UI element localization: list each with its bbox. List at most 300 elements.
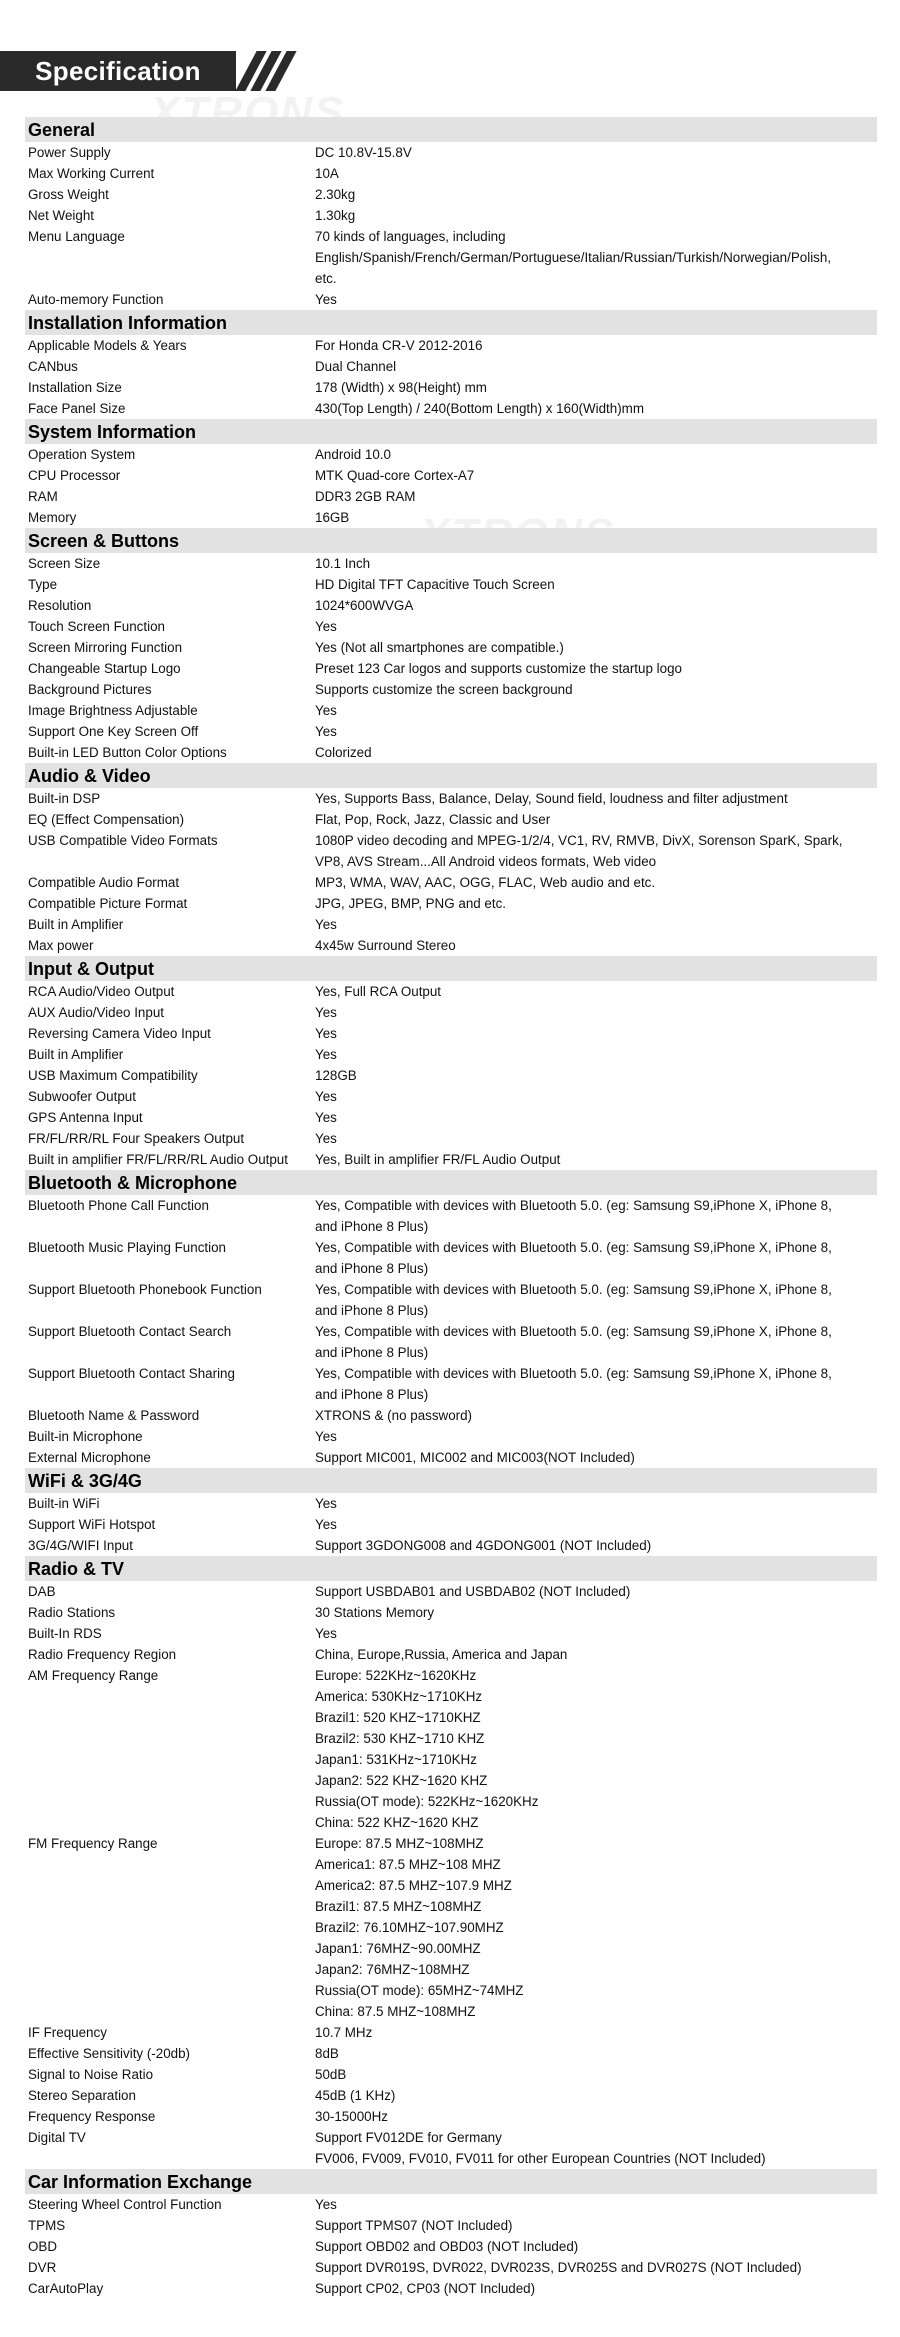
spec-value-line: 10.7 MHz <box>315 2025 373 2040</box>
spec-label: CPU Processor <box>28 468 121 483</box>
spec-value <box>315 1623 877 1644</box>
spec-value-line: Yes <box>315 1026 337 1041</box>
spec-value <box>315 1237 877 1279</box>
spec-label: Reversing Camera Video Input <box>28 1026 211 1041</box>
spec-row <box>25 507 877 528</box>
spec-value <box>315 1002 877 1023</box>
spec-value-line: Android 10.0 <box>315 447 391 462</box>
specification-banner <box>0 51 300 91</box>
spec-label: Power Supply <box>28 145 111 160</box>
spec-value-line: and iPhone 8 Plus) <box>315 1219 429 1234</box>
spec-label: Face Panel Size <box>28 401 126 416</box>
spec-value <box>315 1044 877 1065</box>
spec-value <box>315 658 877 679</box>
spec-label: Signal to Noise Ratio <box>28 2067 154 2082</box>
spec-value-line: Yes <box>315 1517 337 1532</box>
spec-row <box>25 809 877 830</box>
spec-value-line: Yes <box>315 1047 337 1062</box>
spec-row <box>25 872 877 893</box>
spec-row <box>25 2085 877 2106</box>
spec-label: Touch Screen Function <box>28 619 165 634</box>
spec-value <box>315 1514 877 1535</box>
spec-row <box>25 2194 877 2215</box>
spec-row <box>25 142 877 163</box>
spec-value <box>315 574 877 595</box>
spec-label: Effective Sensitivity (-20db) <box>28 2046 190 2061</box>
spec-label: Max Working Current <box>28 166 155 181</box>
spec-row <box>25 914 877 935</box>
spec-value-line: Europe: 522KHz~1620KHz <box>315 1668 477 1683</box>
spec-label: OBD <box>28 2239 58 2254</box>
spec-value-line: HD Digital TFT Capacitive Touch Screen <box>315 577 555 592</box>
spec-value-line: Yes, Supports Bass, Balance, Delay, Sound field, loudness and filter adjustment <box>315 791 788 806</box>
spec-value <box>315 742 877 763</box>
spec-row <box>25 616 877 637</box>
spec-value-line: Japan2: 522 KHZ~1620 KHZ <box>315 1773 488 1788</box>
spec-row <box>25 1149 877 1170</box>
spec-value <box>315 1107 877 1128</box>
spec-label: DAB <box>28 1584 56 1599</box>
spec-value <box>315 142 877 163</box>
spec-value <box>315 1833 877 2022</box>
spec-row <box>25 1623 877 1644</box>
spec-row <box>25 398 877 419</box>
spec-row <box>25 1128 877 1149</box>
spec-row <box>25 1644 877 1665</box>
spec-row <box>25 553 877 574</box>
spec-value <box>315 2215 877 2236</box>
spec-label: RAM <box>28 489 58 504</box>
spec-row <box>25 2215 877 2236</box>
spec-value-line: 10A <box>315 166 339 181</box>
spec-row <box>25 163 877 184</box>
spec-label: Auto-memory Function <box>28 292 164 307</box>
spec-label: Gross Weight <box>28 187 109 202</box>
spec-label: Operation System <box>28 447 136 462</box>
spec-row <box>25 1426 877 1447</box>
spec-label: CarAutoPlay <box>28 2281 104 2296</box>
spec-value <box>315 1405 877 1426</box>
spec-value <box>315 1493 877 1514</box>
spec-value-line: 178 (Width) x 98(Height) mm <box>315 380 487 395</box>
spec-value <box>315 2257 877 2278</box>
spec-value-line: Support CP02, CP03 (NOT Included) <box>315 2281 536 2296</box>
spec-value-line: Yes (Not all smartphones are compatible.) <box>315 640 564 655</box>
spec-value <box>315 1665 877 1833</box>
spec-value-line: Brazil2: 530 KHZ~1710 KHZ <box>315 1731 485 1746</box>
spec-value-line: Yes, Compatible with devices with Bluetooth 5.0. (eg: Samsung S9,iPhone X, iPhone 8, <box>315 1366 832 1381</box>
spec-value-line: and iPhone 8 Plus) <box>315 1387 429 1402</box>
spec-row <box>25 1044 877 1065</box>
spec-row <box>25 2278 877 2299</box>
spec-row <box>25 595 877 616</box>
spec-label: AUX Audio/Video Input <box>28 1005 164 1020</box>
spec-label: Net Weight <box>28 208 94 223</box>
spec-label: Screen Mirroring Function <box>28 640 183 655</box>
spec-value <box>315 486 877 507</box>
spec-value <box>315 1149 877 1170</box>
spec-row <box>25 226 877 289</box>
spec-label: Built-in DSP <box>28 791 101 806</box>
spec-value <box>315 981 877 1002</box>
spec-row <box>25 486 877 507</box>
section-header: Bluetooth & Microphone <box>25 1170 877 1195</box>
spec-value <box>315 2106 877 2127</box>
spec-label: Support WiFi Hotspot <box>28 1517 156 1532</box>
spec-row <box>25 700 877 721</box>
spec-label: DVR <box>28 2260 57 2275</box>
spec-row <box>25 1665 877 1833</box>
spec-value-line: 16GB <box>315 510 350 525</box>
spec-value-line: Yes, Compatible with devices with Bluetooth 5.0. (eg: Samsung S9,iPhone X, iPhone 8, <box>315 1282 832 1297</box>
spec-row <box>25 205 877 226</box>
spec-label: Radio Stations <box>28 1605 116 1620</box>
spec-label: Steering Wheel Control Function <box>28 2197 222 2212</box>
spec-value-line: Flat, Pop, Rock, Jazz, Classic and User <box>315 812 551 827</box>
spec-row <box>25 377 877 398</box>
spec-label: Built in Amplifier <box>28 917 124 932</box>
spec-value-line: 2.30kg <box>315 187 356 202</box>
spec-row <box>25 2106 877 2127</box>
spec-row <box>25 1002 877 1023</box>
spec-label: Resolution <box>28 598 92 613</box>
spec-label: External Microphone <box>28 1450 151 1465</box>
spec-label: FR/FL/RR/RL Four Speakers Output <box>28 1131 245 1146</box>
spec-value <box>315 1426 877 1447</box>
spec-value-line: America1: 87.5 MHZ~108 MHZ <box>315 1857 501 1872</box>
spec-row <box>25 742 877 763</box>
spec-label: Bluetooth Music Playing Function <box>28 1240 226 1255</box>
section-header: Car Information Exchange <box>25 2169 877 2194</box>
section-header: WiFi & 3G/4G <box>25 1468 877 1493</box>
spec-row <box>25 1023 877 1044</box>
spec-label: Digital TV <box>28 2130 86 2145</box>
spec-value-line: etc. <box>315 271 337 286</box>
spec-label: Built-in Microphone <box>28 1429 143 1444</box>
spec-row <box>25 935 877 956</box>
spec-label: IF Frequency <box>28 2025 107 2040</box>
spec-value-line: 1080P video decoding and MPEG-1/2/4, VC1, RV, RMVB, DivX, Sorenson SparK, Spark, <box>315 833 843 848</box>
spec-value <box>315 377 877 398</box>
spec-value <box>315 721 877 742</box>
spec-value-line: America: 530KHz~1710KHz <box>315 1689 483 1704</box>
spec-value <box>315 507 877 528</box>
spec-value-line: XTRONS & (no password) <box>315 1408 473 1423</box>
spec-value <box>315 1065 877 1086</box>
spec-value <box>315 163 877 184</box>
spec-row <box>25 679 877 700</box>
spec-value <box>315 893 877 914</box>
spec-value <box>315 356 877 377</box>
spec-value <box>315 809 877 830</box>
spec-value-line: China: 522 KHZ~1620 KHZ <box>315 1815 479 1830</box>
spec-value <box>315 1195 877 1237</box>
spec-value-line: Support TPMS07 (NOT Included) <box>315 2218 513 2233</box>
spec-value-line: and iPhone 8 Plus) <box>315 1261 429 1276</box>
spec-value-line: Yes <box>315 292 337 307</box>
spec-value <box>315 1644 877 1665</box>
spec-row <box>25 893 877 914</box>
spec-value <box>315 1023 877 1044</box>
spec-label: Built in Amplifier <box>28 1047 124 1062</box>
section-header: Audio & Video <box>25 763 877 788</box>
spec-label: Support One Key Screen Off <box>28 724 199 739</box>
spec-value <box>315 444 877 465</box>
spec-value-line: Support DVR019S, DVR022, DVR023S, DVR025S and DVR027S (NOT Included) <box>315 2260 802 2275</box>
spec-value-line: Brazil1: 520 KHZ~1710KHZ <box>315 1710 481 1725</box>
spec-label: AM Frequency Range <box>28 1668 159 1683</box>
spec-label: Radio Frequency Region <box>28 1647 177 1662</box>
spec-row <box>25 1363 877 1405</box>
spec-value <box>315 914 877 935</box>
spec-value <box>315 637 877 658</box>
spec-value <box>315 1279 877 1321</box>
spec-value <box>315 830 877 872</box>
spec-label: GPS Antenna Input <box>28 1110 143 1125</box>
spec-label: Bluetooth Phone Call Function <box>28 1198 209 1213</box>
spec-label: Built-in WiFi <box>28 1496 100 1511</box>
spec-value <box>315 1086 877 1107</box>
spec-label: Max power <box>28 938 94 953</box>
spec-row <box>25 1514 877 1535</box>
spec-label: Stereo Separation <box>28 2088 136 2103</box>
spec-row <box>25 2043 877 2064</box>
spec-value <box>315 2085 877 2106</box>
spec-label: Menu Language <box>28 229 125 244</box>
spec-value <box>315 2043 877 2064</box>
spec-value <box>315 1128 877 1149</box>
spec-value-line: Yes <box>315 703 337 718</box>
spec-label: Support Bluetooth Phonebook Function <box>28 1282 262 1297</box>
spec-label: Frequency Response <box>28 2109 156 2124</box>
spec-label: TPMS <box>28 2218 66 2233</box>
spec-value-line: Russia(OT mode): 65MHZ~74MHZ <box>315 1983 524 1998</box>
spec-value-line: 430(Top Length) / 240(Bottom Length) x 160(Width)mm <box>315 401 644 416</box>
spec-label: Support Bluetooth Contact Sharing <box>28 1366 235 1381</box>
spec-row <box>25 2022 877 2043</box>
spec-value <box>315 2064 877 2085</box>
spec-value-line: China, Europe,Russia, America and Japan <box>315 1647 568 1662</box>
spec-value-line: VP8, AVS Stream...All Android videos formats, Web video <box>315 854 657 869</box>
section-header: General <box>25 117 877 142</box>
spec-label: 3G/4G/WIFI Input <box>28 1538 133 1553</box>
spec-value-line: Japan1: 531KHz~1710KHz <box>315 1752 477 1767</box>
spec-value-line: Yes <box>315 619 337 634</box>
spec-label: Compatible Picture Format <box>28 896 188 911</box>
spec-value <box>315 335 877 356</box>
spec-value-line: MP3, WMA, WAV, AAC, OGG, FLAC, Web audio and etc. <box>315 875 656 890</box>
spec-label: Bluetooth Name & Password <box>28 1408 200 1423</box>
spec-value <box>315 2194 877 2215</box>
spec-row <box>25 1321 877 1363</box>
section-header: Screen & Buttons <box>25 528 877 553</box>
section-header: System Information <box>25 419 877 444</box>
spec-value <box>315 1447 877 1468</box>
spec-value-line: 45dB (1 KHz) <box>315 2088 396 2103</box>
spec-value <box>315 553 877 574</box>
spec-value-line: DDR3 2GB RAM <box>315 489 416 504</box>
spec-label: CANbus <box>28 359 78 374</box>
spec-value-line: Yes <box>315 1089 337 1104</box>
spec-value-line: JPG, JPEG, BMP, PNG and etc. <box>315 896 507 911</box>
spec-value-line: 1.30kg <box>315 208 356 223</box>
spec-row <box>25 637 877 658</box>
spec-value-line: 70 kinds of languages, including <box>315 229 506 244</box>
spec-value-line: Preset 123 Car logos and supports customize the startup logo <box>315 661 682 676</box>
spec-value-line: For Honda CR-V 2012-2016 <box>315 338 483 353</box>
spec-value <box>315 2127 877 2169</box>
spec-value-line: MTK Quad-core Cortex-A7 <box>315 468 475 483</box>
spec-value <box>315 226 877 289</box>
spec-row <box>25 981 877 1002</box>
spec-value-line: 1024*600WVGA <box>315 598 414 613</box>
spec-value <box>315 1363 877 1405</box>
spec-row <box>25 1447 877 1468</box>
spec-value-line: Support USBDAB01 and USBDAB02 (NOT Included) <box>315 1584 631 1599</box>
spec-label: USB Compatible Video Formats <box>28 833 218 848</box>
spec-value-line: Support 3GDONG008 and 4GDONG001 (NOT Included) <box>315 1538 652 1553</box>
spec-value-line: Support MIC001, MIC002 and MIC003(NOT Included) <box>315 1450 635 1465</box>
spec-row <box>25 1279 877 1321</box>
spec-label: RCA Audio/Video Output <box>28 984 175 999</box>
spec-value-line: Yes <box>315 1626 337 1641</box>
spec-label: Changeable Startup Logo <box>28 661 181 676</box>
spec-value-line: Yes, Built in amplifier FR/FL Audio Output <box>315 1152 561 1167</box>
spec-row <box>25 1833 877 2022</box>
spec-row <box>25 2257 877 2278</box>
spec-value-line: 30-15000Hz <box>315 2109 388 2124</box>
spec-label: FM Frequency Range <box>28 1836 158 1851</box>
spec-value <box>315 1581 877 1602</box>
spec-label: Applicable Models & Years <box>28 338 187 353</box>
spec-row <box>25 356 877 377</box>
spec-value-line: China: 87.5 MHZ~108MHZ <box>315 2004 476 2019</box>
spec-label: Image Brightness Adjustable <box>28 703 198 718</box>
spec-value-line: Europe: 87.5 MHZ~108MHZ <box>315 1836 484 1851</box>
spec-row <box>25 2064 877 2085</box>
spec-label: Built in amplifier FR/FL/RR/RL Audio Output <box>28 1152 288 1167</box>
spec-row <box>25 1237 877 1279</box>
spec-value-line: Brazil1: 87.5 MHZ~108MHZ <box>315 1899 482 1914</box>
spec-value-line: 8dB <box>315 2046 339 2061</box>
spec-value-line: English/Spanish/French/German/Portuguese/Italian/Russian/Turkish/Norwegian/Polish, <box>315 250 832 265</box>
spec-value-line: Yes <box>315 1496 337 1511</box>
spec-value-line: America2: 87.5 MHZ~107.9 MHZ <box>315 1878 512 1893</box>
spec-value-line: Yes <box>315 2197 337 2212</box>
spec-value-line: and iPhone 8 Plus) <box>315 1303 429 1318</box>
spec-row <box>25 1602 877 1623</box>
spec-value <box>315 289 877 310</box>
spec-value-line: Supports customize the screen background <box>315 682 573 697</box>
section-header: Radio & TV <box>25 1556 877 1581</box>
spec-value-line: Brazil2: 76.10MHZ~107.90MHZ <box>315 1920 504 1935</box>
spec-row <box>25 1195 877 1237</box>
spec-value-line: Yes, Compatible with devices with Bluetooth 5.0. (eg: Samsung S9,iPhone X, iPhone 8, <box>315 1324 832 1339</box>
spec-row <box>25 830 877 872</box>
spec-value-line: Yes <box>315 1005 337 1020</box>
spec-value-line: Colorized <box>315 745 372 760</box>
spec-row <box>25 658 877 679</box>
spec-value-line: Japan2: 76MHZ~108MHZ <box>315 1962 470 1977</box>
spec-value <box>315 872 877 893</box>
spec-value-line: Yes <box>315 1131 337 1146</box>
spec-value <box>315 700 877 721</box>
spec-label: Subwoofer Output <box>28 1089 136 1104</box>
spec-value <box>315 595 877 616</box>
spec-value <box>315 1535 877 1556</box>
spec-value-line: Yes <box>315 1429 337 1444</box>
spec-label: Compatible Audio Format <box>28 875 180 890</box>
spec-row <box>25 1581 877 1602</box>
spec-label: Built-in LED Button Color Options <box>28 745 227 760</box>
spec-value <box>315 205 877 226</box>
spec-value-line: 10.1 Inch <box>315 556 371 571</box>
spec-value <box>315 2236 877 2257</box>
spec-label: EQ (Effect Compensation) <box>28 812 185 827</box>
spec-value-line: 30 Stations Memory <box>315 1605 435 1620</box>
section-header: Installation Information <box>25 310 877 335</box>
watermark-logo: XTRONS <box>150 88 346 137</box>
spec-label: Installation Size <box>28 380 122 395</box>
spec-value-line: Yes, Compatible with devices with Bluetooth 5.0. (eg: Samsung S9,iPhone X, iPhone 8, <box>315 1240 832 1255</box>
spec-value <box>315 1321 877 1363</box>
spec-value <box>315 2022 877 2043</box>
spec-row <box>25 1535 877 1556</box>
spec-label: Background Pictures <box>28 682 152 697</box>
spec-label: USB Maximum Compatibility <box>28 1068 198 1083</box>
page-title: Specification <box>0 51 236 91</box>
spec-row <box>25 574 877 595</box>
specification-table <box>25 117 877 2299</box>
spec-value-line: DC 10.8V-15.8V <box>315 145 412 160</box>
spec-row <box>25 1107 877 1128</box>
spec-value <box>315 788 877 809</box>
spec-label: Built-In RDS <box>28 1626 102 1641</box>
spec-value <box>315 465 877 486</box>
spec-row <box>25 721 877 742</box>
spec-row <box>25 788 877 809</box>
spec-value-line: Yes <box>315 917 337 932</box>
spec-row <box>25 2236 877 2257</box>
spec-row <box>25 1405 877 1426</box>
spec-row <box>25 184 877 205</box>
section-header: Input & Output <box>25 956 877 981</box>
spec-value-line: FV006, FV009, FV010, FV011 for other European Countries (NOT Included) <box>315 2151 766 2166</box>
spec-value-line: Russia(OT mode): 522KHz~1620KHz <box>315 1794 539 1809</box>
spec-value-line: Yes, Full RCA Output <box>315 984 442 999</box>
spec-value-line: 4x45w Surround Stereo <box>315 938 456 953</box>
spec-value <box>315 398 877 419</box>
spec-row <box>25 465 877 486</box>
spec-value <box>315 2278 877 2299</box>
spec-value-line: Yes, Compatible with devices with Bluetooth 5.0. (eg: Samsung S9,iPhone X, iPhone 8, <box>315 1198 832 1213</box>
spec-row <box>25 1065 877 1086</box>
spec-value-line: and iPhone 8 Plus) <box>315 1345 429 1360</box>
spec-row <box>25 444 877 465</box>
spec-value <box>315 184 877 205</box>
spec-value-line: 128GB <box>315 1068 357 1083</box>
spec-value-line: 50dB <box>315 2067 347 2082</box>
spec-label: Type <box>28 577 58 592</box>
spec-row <box>25 2127 877 2169</box>
spec-row <box>25 1493 877 1514</box>
spec-value-line: Japan1: 76MHZ~90.00MHZ <box>315 1941 481 1956</box>
spec-label: Screen Size <box>28 556 101 571</box>
spec-row <box>25 1086 877 1107</box>
spec-row <box>25 335 877 356</box>
spec-value-line: Support OBD02 and OBD03 (NOT Included) <box>315 2239 579 2254</box>
spec-value <box>315 1602 877 1623</box>
